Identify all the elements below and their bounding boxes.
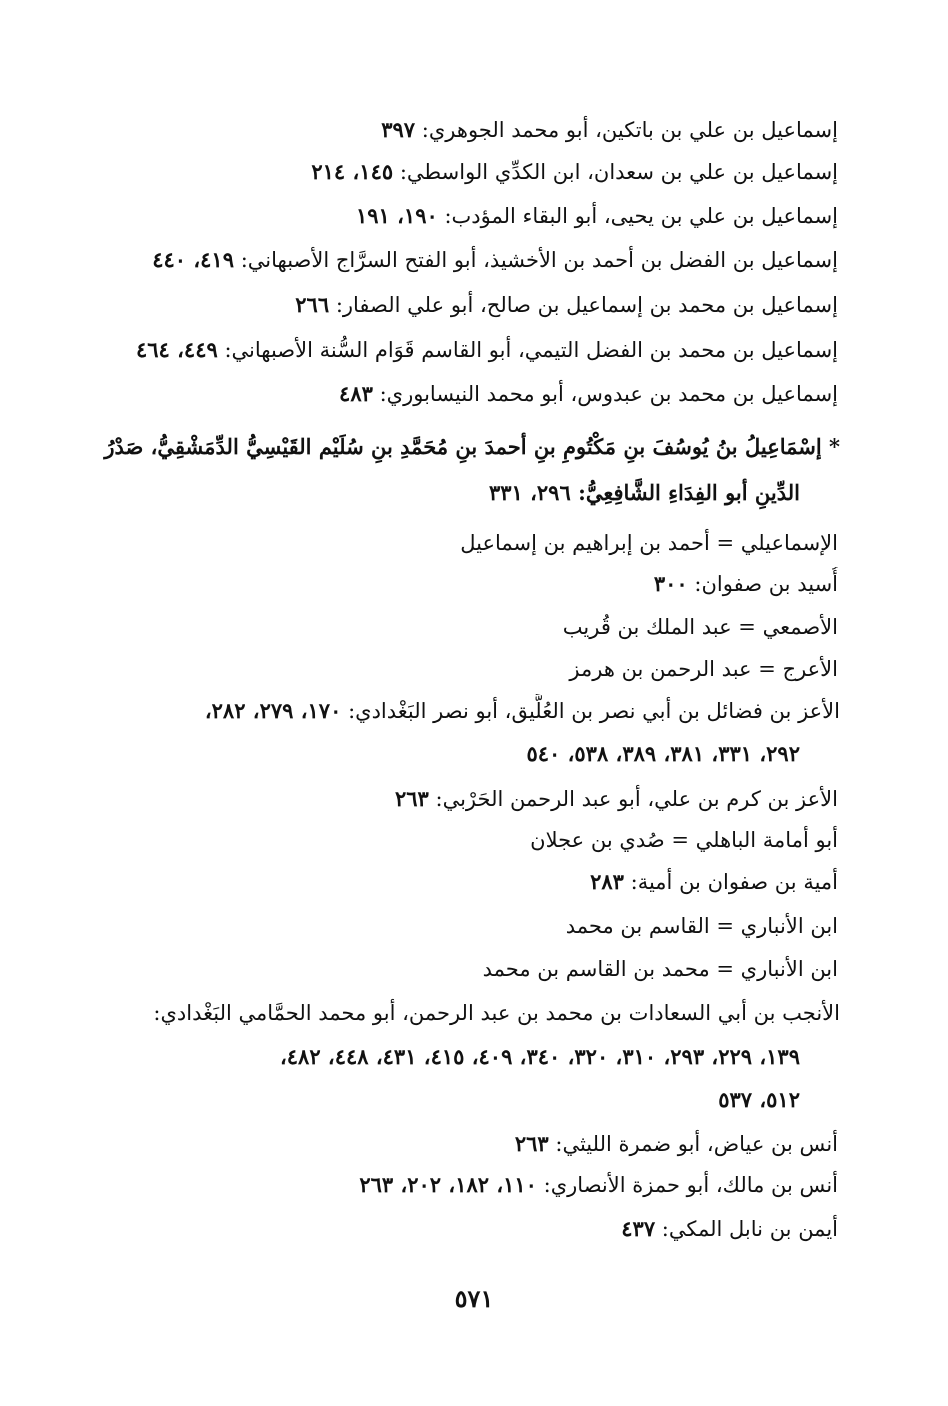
index-entry [103, 1212, 838, 1246]
index-entry [103, 377, 838, 411]
entry-text: الإسماعيلي = أحمد بن إبراهيم بن إسماعيل [460, 531, 838, 555]
index-entry [103, 567, 838, 601]
entry-page-refs: ٢٩٦، ٣٣١ [488, 480, 571, 505]
entry-page-refs: ١٤٥، ٢١٤ [311, 159, 394, 184]
index-entry-continuation [103, 1040, 840, 1074]
entry-page-refs: ٣٩٧ [381, 117, 416, 142]
entry-page-refs: ٤١٩، ٤٤٠ [152, 247, 234, 272]
index-entry [103, 865, 838, 899]
index-entry [103, 155, 838, 189]
entry-page-refs: ٢٦٣ [514, 1131, 549, 1156]
entry-text: الدِّينِ أبو الفِدَاءِ الشَّافِعِيُّ: [578, 480, 800, 505]
index-entry [103, 996, 840, 1030]
page-number: ٥٧١ [454, 1284, 494, 1313]
index-entry [103, 1168, 838, 1202]
entry-text: ابن الأنباري = محمد بن القاسم بن محمد [482, 957, 838, 981]
entry-text: إسماعيل بن محمد بن عبدوس، أبو محمد النيسابوري: [379, 382, 838, 406]
index-entry [103, 952, 838, 986]
entry-text: أيمن بن نابل المكي: [661, 1217, 838, 1241]
index-entry-continuation [103, 737, 800, 771]
entry-page-refs: ١٧٠، ٢٧٩، ٢٨٢، [204, 698, 342, 723]
entry-text: أنس بن عياض، أبو ضمرة الليثي: [555, 1132, 838, 1156]
index-entry [103, 694, 840, 728]
entry-page-refs: ٤٤٩، ٤٦٤ [135, 337, 218, 362]
entry-text: ابن الأنباري = القاسم بن محمد [565, 914, 838, 938]
entry-text: إسماعيل بن علي بن باتكين، أبو محمد الجوهري: [421, 118, 838, 142]
entry-page-refs: ٤٨٣ [339, 381, 373, 406]
entry-text: الأعرج = عبد الرحمن بن هرمز [569, 657, 838, 681]
entry-page-refs: ٢٨٣ [590, 869, 624, 894]
entry-page-refs: ١٩٠، ١٩١ [355, 203, 438, 228]
index-entry [103, 199, 838, 233]
entry-text: الأصمعي = عبد الملك بن قُريب [562, 615, 838, 639]
entry-page-refs: ١١٠، ١٨٢، ٢٠٢، ٢٦٣ [359, 1172, 537, 1197]
entry-text: إسماعيل بن علي بن سعدان، ابن الكدِّي الواسطي: [399, 160, 838, 184]
index-entry [103, 243, 838, 277]
entry-text: أمية بن صفوان بن أمية: [630, 870, 838, 894]
entry-page-refs: ٤٣٧ [621, 1216, 656, 1241]
entry-page-refs: ٥١٢، ٥٣٧ [718, 1087, 800, 1112]
index-entry [103, 652, 838, 686]
entry-page-refs: ١٣٩، ٢٢٩، ٢٩٣، ٣١٠، ٣٢٠، ٣٤٠، ٤٠٩، ٤١٥، ٤٣١، ٤٤٨، ٤٨٢، [280, 1044, 800, 1069]
entry-text: أنس بن مالك، أبو حمزة الأنصاري: [543, 1173, 838, 1197]
index-entry [103, 909, 838, 943]
entry-text: الأعز بن فضائل بن أبي نصر بن العُلَّيق، أبو نصر البَغْدادي: [348, 699, 840, 723]
index-entry-continuation [103, 1083, 800, 1117]
index-entry [103, 823, 838, 857]
entry-page-refs: ٢٦٣ [394, 786, 429, 811]
index-entry [103, 526, 838, 560]
index-entry-continuation [103, 476, 800, 510]
entry-text: إسماعيل بن محمد بن الفضل التيمي، أبو القاسم قَوَام السُّنة الأصبهاني: [224, 338, 838, 362]
entry-text: إسماعيل بن الفضل بن أحمد بن الأخشيذ، أبو الفتح السرَّاج الأصبهاني: [240, 248, 838, 272]
index-entry [103, 288, 838, 322]
entry-text: إسماعيل بن محمد بن إسماعيل بن صالح، أبو علي الصفار: [335, 293, 838, 317]
index-entry-headword [103, 430, 840, 464]
index-entry [103, 333, 838, 367]
entry-text: الأنجب بن أبي السعادات بن محمد بن عبد الرحمن، أبو محمد الحمَّامي البَغْدادي: [153, 1001, 840, 1025]
entry-text: * إسْمَاعِيلُ بنُ يُوسُفَ بنِ مَكْتُومِ بنِ أحمدَ بنِ مُحَمَّدِ بنِ سُلَيْم القَيْسِيُّ الدِّمَشْقِيُّ، صَدْرُ [104, 434, 840, 459]
entry-page-refs: ٢٦٦ [295, 292, 330, 317]
entry-text: إسماعيل بن علي بن يحيى، أبو البقاء المؤدب: [444, 204, 838, 228]
entry-text: الأعز بن كرم بن علي، أبو عبد الرحمن الحَرْبي: [435, 787, 838, 811]
index-entry [103, 610, 838, 644]
index-entry [103, 1127, 838, 1161]
entry-page-refs: ٢٩٢، ٣٣١، ٣٨١، ٣٨٩، ٥٣٨، ٥٤٠ [526, 741, 800, 766]
entry-page-refs: ٣٠٠ [653, 571, 688, 596]
index-entry [103, 782, 838, 816]
entry-text: أُسيد بن صفوان: [694, 572, 838, 596]
index-entry [103, 113, 838, 147]
entry-text: أبو أمامة الباهلي = صُدي بن عجلان [530, 828, 838, 852]
